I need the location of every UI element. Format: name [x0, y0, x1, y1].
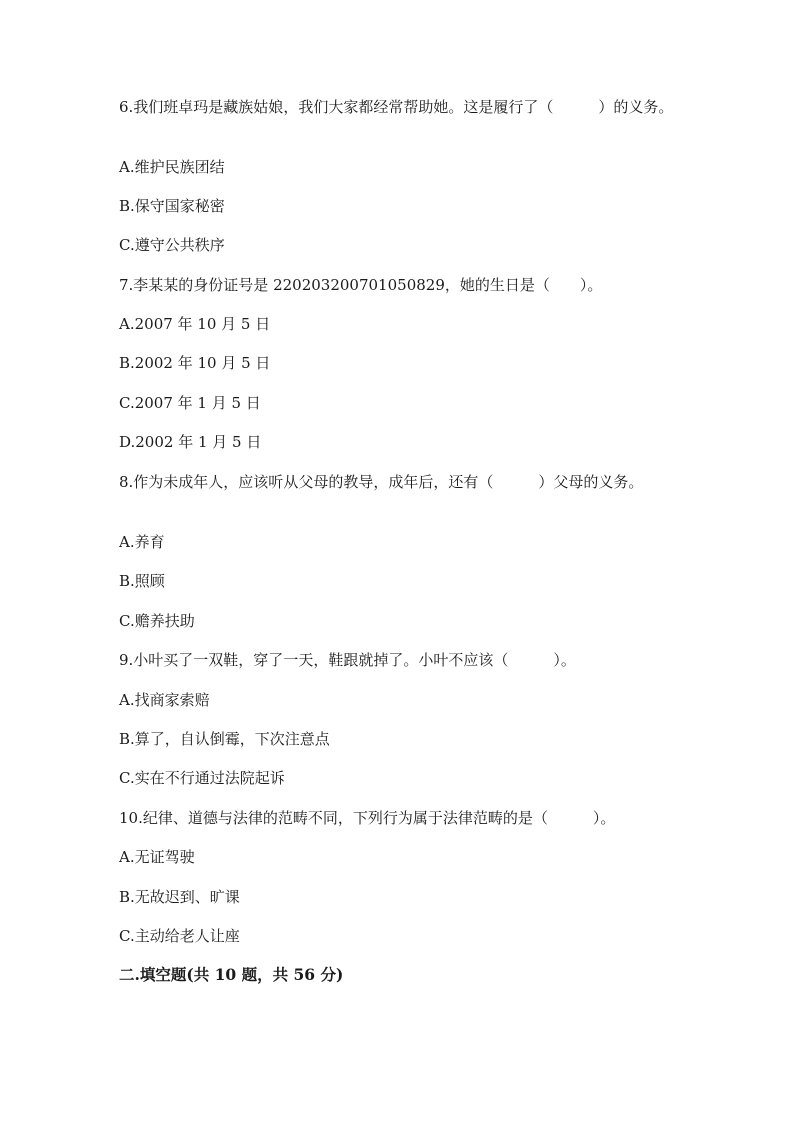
question-8-option-c: C.赡养扶助: [119, 612, 195, 630]
question-10-option-c: C.主动给老人让座: [119, 927, 240, 945]
question-8-option-b: B.照顾: [119, 572, 165, 590]
question-9-option-b: B.算了，自认倒霉，下次注意点: [119, 730, 330, 748]
question-8-stem: 8.作为未成年人，应该听从父母的教导，成年后，还有（ ）父母的义务。: [119, 473, 644, 491]
question-10-option-a: A.无证驾驶: [119, 848, 195, 866]
question-6-option-c: C.遵守公共秩序: [119, 236, 225, 254]
question-8-option-a: A.养育: [119, 533, 165, 551]
question-6-option-a: A.维护民族团结: [119, 158, 225, 176]
question-7-option-b: B.2002 年 10 月 5 日: [119, 354, 271, 372]
question-7-option-a: A.2007 年 10 月 5 日: [119, 315, 271, 333]
section-heading: 二.填空题(共 10 题，共 56 分): [119, 965, 344, 984]
question-9-option-a: A.找商家索赔: [119, 691, 210, 709]
question-6-option-b: B.保守国家秘密: [119, 197, 225, 215]
question-7-option-d: D.2002 年 1 月 5 日: [119, 433, 262, 451]
question-9-option-c: C.实在不行通过法院起诉: [119, 769, 285, 787]
question-6-stem: 6.我们班卓玛是藏族姑娘，我们大家都经常帮助她。这是履行了（ ）的义务。: [119, 98, 674, 116]
question-9-stem: 9.小叶买了一双鞋，穿了一天，鞋跟就掉了。小叶不应该（ ）。: [119, 651, 576, 669]
question-10-option-b: B.无故迟到、旷课: [119, 888, 240, 906]
question-7-option-c: C.2007 年 1 月 5 日: [119, 394, 261, 412]
question-10-stem: 10.纪律、道德与法律的范畴不同，下列行为属于法律范畴的是（ ）。: [119, 809, 616, 827]
question-7-stem: 7.李某某的身份证号是 220203200701050829，她的生日是（ ）。: [119, 276, 603, 294]
